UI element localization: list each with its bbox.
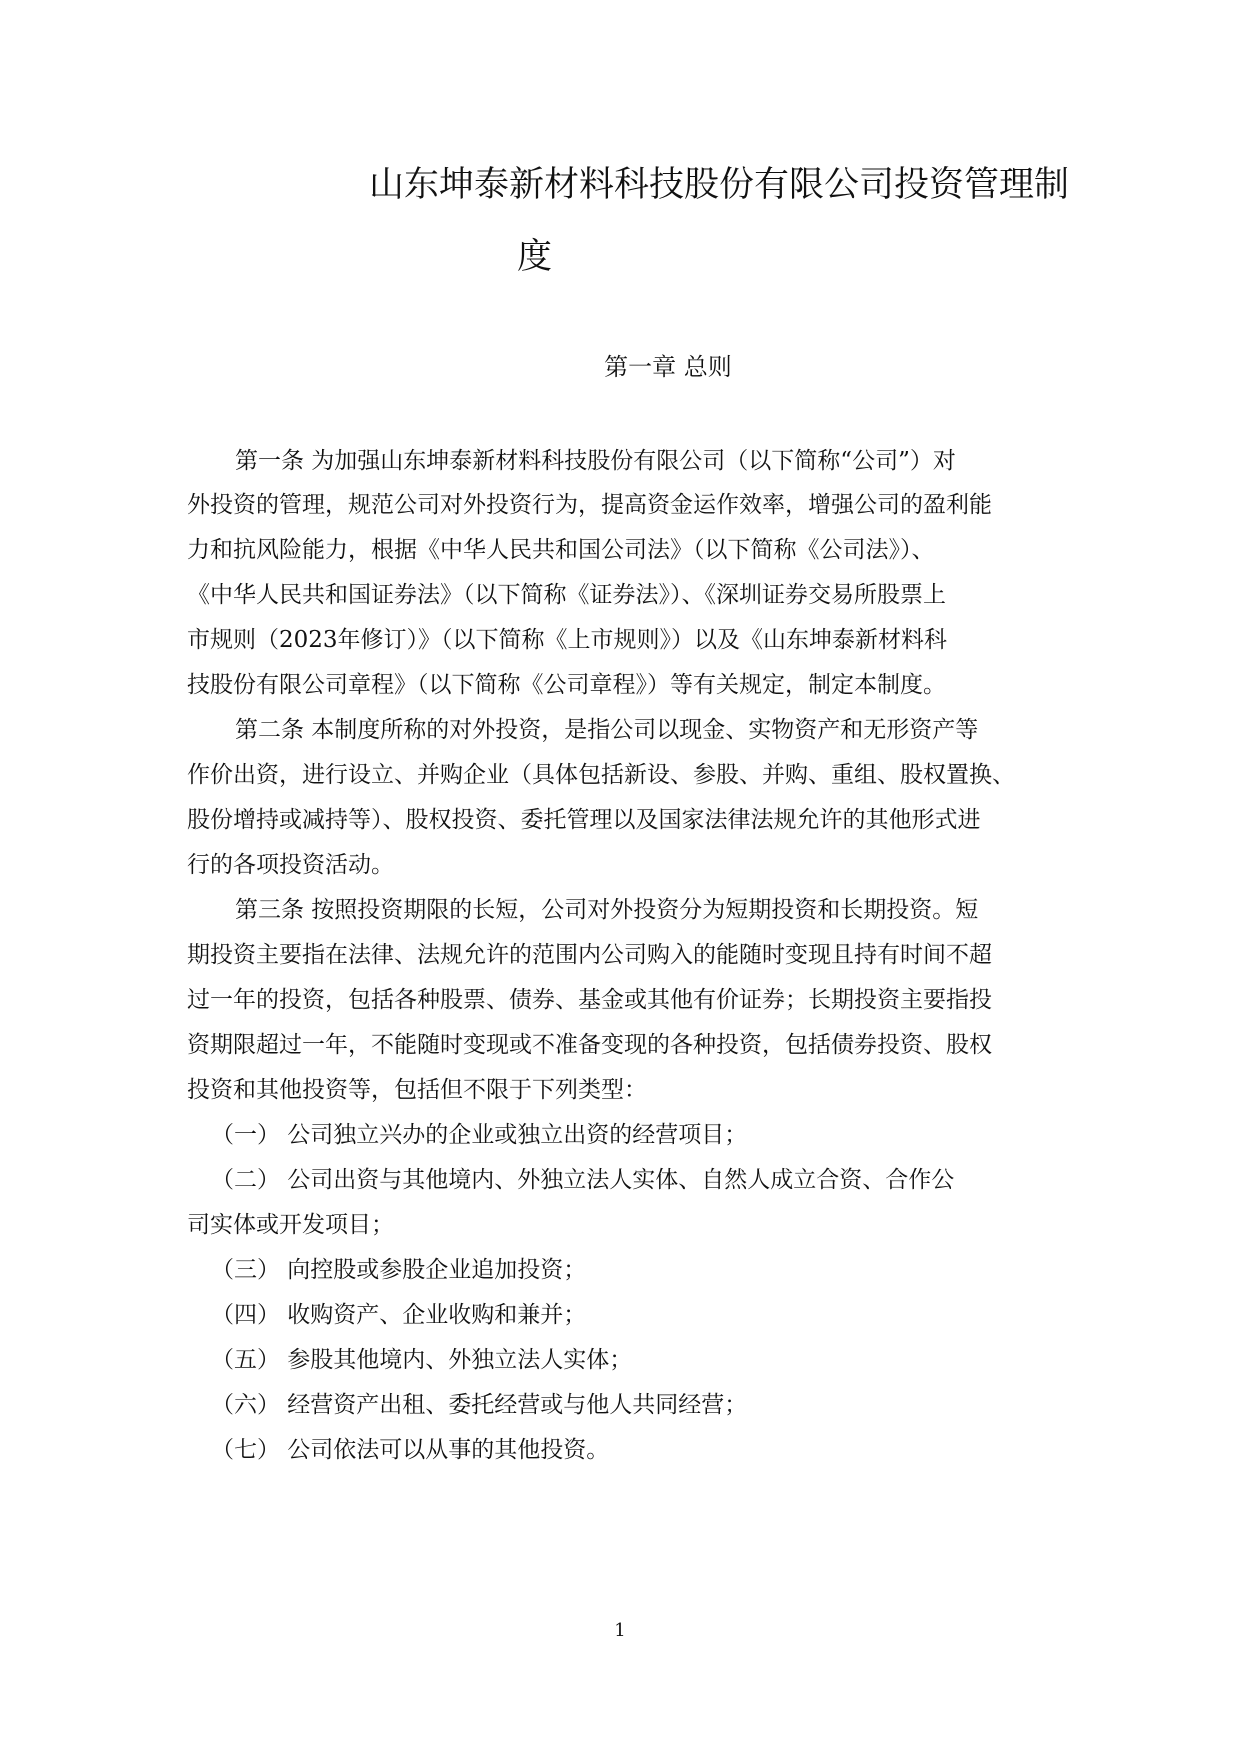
page-number: 1 — [614, 1620, 626, 1641]
document-title-line-1: 山东坤泰新材料科技股份有限公司投资管理制 — [369, 165, 1070, 205]
text-line: 过一年的投资，包括各种股票、债券、基金或其他有价证券；长期投资主要指投 — [187, 987, 992, 1013]
list-item: （七） 公司依法可以从事的其他投资。 — [211, 1437, 610, 1463]
text-line: 作价出资，进行设立、并购企业（具体包括新设、参股、并购、重组、股权置换、 — [187, 762, 1015, 788]
list-item: （六） 经营资产出租、委托经营或与他人共同经营； — [211, 1392, 748, 1418]
list-item: （四） 收购资产、企业收购和兼并； — [211, 1302, 587, 1328]
text-line: 第一条 为加强山东坤泰新材料科技股份有限公司（以下简称“公司”）对 — [235, 448, 956, 474]
text-line: 投资和其他投资等，包括但不限于下列类型： — [187, 1077, 647, 1103]
list-item: （二） 公司出资与其他境内、外独立法人实体、自然人成立合资、合作公 — [211, 1167, 955, 1193]
chapter-heading — [0, 352, 1240, 382]
text-line: 行的各项投资活动。 — [187, 852, 394, 878]
text-line: 力和抗风险能力，根据《中华人民共和国公司法》（以下简称《公司法》）、 — [187, 537, 935, 563]
list-item-continuation: 司实体或开发项目； — [187, 1212, 394, 1238]
list-item: （五） 参股其他境内、外独立法人实体； — [211, 1347, 633, 1373]
text-line: 《中华人民共和国证券法》（以下简称《证券法》）、《深圳证券交易所股票上 — [187, 582, 946, 608]
list-item: （一） 公司独立兴办的企业或独立出资的经营项目； — [211, 1122, 748, 1148]
list-item: （三） 向控股或参股企业追加投资； — [211, 1257, 587, 1283]
text-line: 第二条 本制度所称的对外投资，是指公司以现金、实物资产和无形资产等 — [235, 717, 979, 743]
text-line: 技股份有限公司章程》（以下简称《公司章程》）等有关规定，制定本制度。 — [187, 672, 946, 698]
text-line: 资期限超过一年，不能随时变现或不准备变现的各种投资，包括债券投资、股权 — [187, 1032, 992, 1058]
text-line: 外投资的管理，规范公司对外投资行为，提高资金运作效率，增强公司的盈利能 — [187, 492, 992, 518]
text-line: 期投资主要指在法律、法规允许的范围内公司购入的能随时变现且持有时间不超 — [187, 942, 992, 968]
chapter-heading-text: 第一章 总则 — [604, 353, 732, 381]
text-line: 第三条 按照投资期限的长短，公司对外投资分为短期投资和长期投资。短 — [235, 897, 979, 923]
document-title-line-2: 度 — [517, 237, 553, 277]
text-line: 股份增持或减持等）、股权投资、委托管理以及国家法律法规允许的其他形式进 — [187, 807, 981, 833]
text-line: 市规则（2023年修订）》（以下简称《上市规则》）以及《山东坤泰新材料科 — [187, 627, 948, 653]
